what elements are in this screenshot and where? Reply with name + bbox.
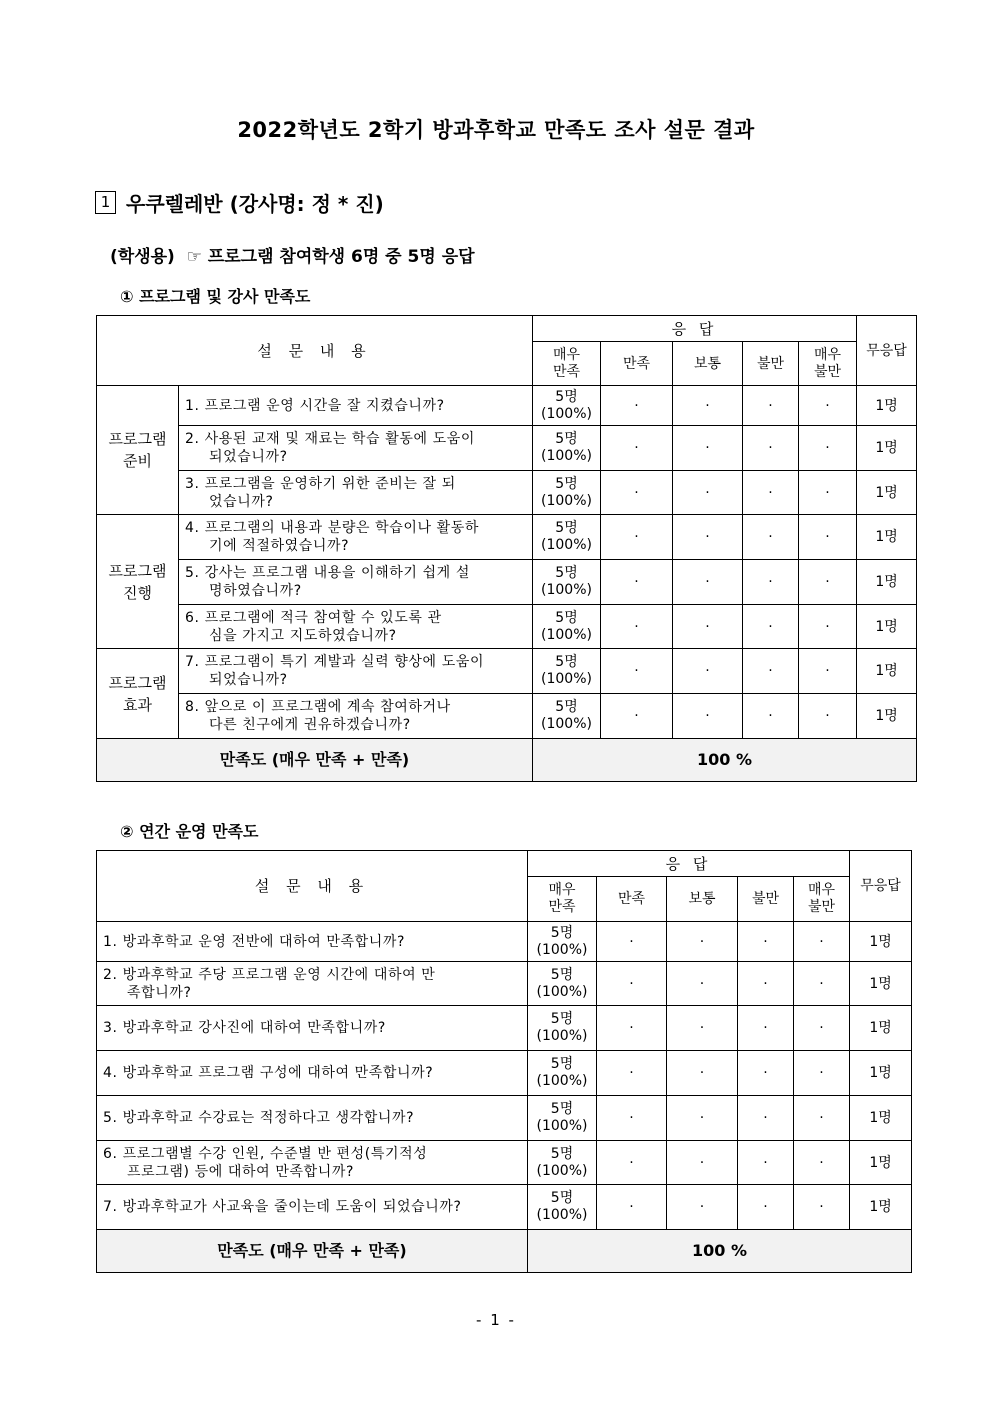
very-satisfied-cell — [533, 471, 601, 515]
header-satisfied: 만족 — [601, 342, 673, 386]
response-count: 5명 — [555, 654, 578, 670]
very-dissatisfied-cell: · — [794, 1185, 850, 1230]
response-percent: (100%) — [536, 941, 588, 958]
very-satisfied-cell — [528, 1141, 597, 1185]
response-percent: (100%) — [541, 582, 592, 598]
response-percent: (100%) — [541, 492, 592, 509]
section-title: 우쿠렐레반 (강사명: 정 * 진) — [126, 192, 384, 216]
very-dissatisfied-cell: · — [799, 694, 857, 739]
very-satisfied-cell — [533, 386, 601, 426]
satisfied-cell: · — [597, 1185, 667, 1230]
category-line-2: 준비 — [123, 452, 152, 470]
response-count: 5명 — [550, 966, 574, 983]
table-row — [97, 560, 917, 605]
very-satisfied-cell — [528, 922, 597, 962]
question-line-1: 2. 방과후학교 주당 프로그램 운영 시간에 대하여 만 — [103, 966, 436, 983]
no-response-cell: 1명 — [857, 515, 917, 560]
satisfied-cell: · — [601, 515, 673, 560]
table-row — [97, 1096, 912, 1141]
table-row — [97, 605, 917, 649]
category-cell — [97, 649, 179, 739]
dissatisfied-cell: · — [738, 1051, 794, 1096]
category-line-2: 효과 — [123, 695, 152, 714]
response-percent: (100%) — [536, 983, 588, 1000]
response-count: 5명 — [550, 1101, 574, 1117]
very-satisfied-cell — [533, 694, 601, 739]
question-line-1: 5. 방과후학교 수강료는 적정하다고 생각합니까? — [103, 1110, 415, 1126]
header-dissatisfied: 불만 — [743, 342, 799, 386]
question-line-1: 6. 프로그램에 적극 참여할 수 있도록 관 — [185, 609, 442, 626]
no-response-cell: 1명 — [857, 426, 917, 471]
very-dissatisfied-cell: · — [799, 386, 857, 426]
question-line-1: 3. 방과후학교 강사진에 대하여 만족합니까? — [103, 1020, 386, 1036]
table-row — [97, 649, 917, 694]
header-satisfied: 만족 — [597, 877, 667, 922]
table-row — [97, 1006, 912, 1051]
very-dissatisfied-cell: · — [794, 962, 850, 1006]
question-line-1: 1. 프로그램 운영 시간을 잘 지켰습니까? — [185, 397, 445, 414]
response-count: 5명 — [550, 1145, 574, 1162]
question-text — [179, 605, 533, 649]
very-dissatisfied-cell: · — [794, 1006, 850, 1051]
satisfied-cell: · — [597, 1096, 667, 1141]
dissatisfied-cell: · — [743, 515, 799, 560]
neutral-cell: · — [673, 426, 743, 471]
dissatisfied-cell: · — [738, 922, 794, 962]
document-title: 2022학년도 2학기 방과후학교 만족도 조사 설문 결과 — [237, 118, 755, 142]
very-dissatisfied-cell: · — [799, 426, 857, 471]
question-line-1: 6. 프로그램별 수강 인원, 수준별 반 편성(특기적성 — [103, 1145, 428, 1162]
dissatisfied-cell: · — [743, 560, 799, 605]
category-line-1: 프로그램 — [108, 430, 167, 448]
table-row — [97, 386, 917, 426]
no-response-cell: 1명 — [850, 1096, 912, 1141]
dissatisfied-cell: · — [743, 426, 799, 471]
question-line-1: 4. 방과후학교 프로그램 구성에 대하여 만족합니까? — [103, 1065, 434, 1081]
question-text — [97, 1096, 528, 1141]
no-response-cell: 1명 — [850, 1185, 912, 1230]
satisfied-cell: · — [601, 560, 673, 605]
dissatisfied-cell: · — [743, 649, 799, 694]
satisfied-cell: · — [597, 1006, 667, 1051]
table-row — [97, 1185, 912, 1230]
question-line-1: 2. 사용된 교재 및 재료는 학습 활동에 도움이 — [185, 431, 476, 447]
category-line-1: 프로그램 — [108, 561, 167, 580]
response-percent: (100%) — [541, 716, 592, 732]
question-line-1: 7. 프로그램이 특기 계발과 실력 향상에 도움이 — [185, 654, 485, 670]
very-dissatisfied-cell: · — [794, 1051, 850, 1096]
dissatisfied-cell: · — [743, 605, 799, 649]
neutral-cell: · — [667, 1185, 738, 1230]
satisfied-cell: · — [601, 605, 673, 649]
very-satisfied-cell — [528, 1096, 597, 1141]
neutral-cell: · — [673, 471, 743, 515]
dissatisfied-cell: · — [743, 386, 799, 426]
table1-subtitle: ① 프로그램 및 강사 만족도 — [120, 287, 311, 306]
header-very-satisfied: 매우 만족 — [533, 342, 601, 386]
no-response-cell: 1명 — [857, 649, 917, 694]
neutral-cell: · — [667, 1006, 738, 1051]
neutral-cell: · — [667, 1096, 738, 1141]
table-row — [97, 471, 917, 515]
response-percent: (100%) — [536, 1118, 588, 1134]
question-text — [97, 922, 528, 962]
response-count: 5명 — [555, 388, 578, 405]
response-percent: (100%) — [536, 1207, 588, 1223]
dissatisfied-cell: · — [738, 1141, 794, 1185]
satisfied-cell: · — [597, 922, 667, 962]
neutral-cell: · — [673, 649, 743, 694]
neutral-cell: · — [667, 1141, 738, 1185]
dissatisfied-cell: · — [738, 1185, 794, 1230]
satisfied-cell: · — [597, 962, 667, 1006]
no-response-cell: 1명 — [850, 1006, 912, 1051]
header-neutral: 보통 — [673, 342, 743, 386]
response-percent: (100%) — [541, 626, 592, 643]
very-dissatisfied-cell: · — [794, 922, 850, 962]
no-response-cell: 1명 — [857, 694, 917, 739]
question-text — [97, 1185, 528, 1230]
response-percent: (100%) — [536, 1162, 588, 1179]
question-text — [179, 560, 533, 605]
summary-row — [97, 1230, 912, 1273]
very-satisfied-cell — [533, 426, 601, 471]
header-no-response: 무응답 — [857, 316, 917, 386]
question-line-2: 다른 친구에게 권유하겠습니까? — [209, 717, 411, 733]
header-no-response: 무응답 — [850, 851, 912, 922]
satisfied-cell: · — [601, 649, 673, 694]
neutral-cell: · — [673, 694, 743, 739]
very-satisfied-cell — [533, 515, 601, 560]
table-row — [97, 922, 912, 962]
response-count: 5명 — [550, 1011, 574, 1027]
page-number: - 1 - — [476, 1311, 516, 1329]
category-cell — [97, 386, 179, 515]
question-line-1: 3. 프로그램을 운영하기 위한 준비는 잘 되 — [185, 475, 456, 492]
no-response-cell: 1명 — [857, 471, 917, 515]
response-percent: (100%) — [541, 537, 592, 553]
question-line-1: 8. 앞으로 이 프로그램에 계속 참여하거나 — [185, 699, 451, 715]
no-response-cell: 1명 — [850, 962, 912, 1006]
category-cell — [97, 515, 179, 649]
summary-value: 100 % — [533, 739, 917, 782]
dissatisfied-cell: · — [738, 1006, 794, 1051]
response-percent: (100%) — [541, 671, 592, 687]
question-text — [179, 694, 533, 739]
neutral-cell: · — [667, 962, 738, 1006]
table-row — [97, 1141, 912, 1185]
response-count: 5명 — [550, 1190, 574, 1206]
question-line-2: 프로그램) 등에 대하여 만족합니까? — [127, 1163, 354, 1180]
header-content: 설 문 내 용 — [97, 851, 528, 922]
response-percent: (100%) — [536, 1028, 588, 1044]
satisfied-cell: · — [601, 386, 673, 426]
no-response-cell: 1명 — [850, 922, 912, 962]
question-line-2: 심을 가지고 지도하였습니까? — [209, 627, 397, 644]
table-row — [97, 426, 917, 471]
very-dissatisfied-cell: · — [799, 605, 857, 649]
very-satisfied-cell — [533, 649, 601, 694]
question-line-2: 었습니까? — [209, 493, 274, 510]
question-line-2: 족합니까? — [127, 984, 192, 1001]
response-count: 5명 — [555, 565, 578, 581]
header-very-satisfied: 매우 만족 — [528, 877, 597, 922]
header-very-dissatisfied: 매우 불만 — [799, 342, 857, 386]
question-text — [179, 515, 533, 560]
satisfied-cell: · — [601, 471, 673, 515]
response-percent: (100%) — [541, 448, 592, 464]
dissatisfied-cell: · — [738, 1096, 794, 1141]
very-dissatisfied-cell: · — [799, 560, 857, 605]
response-count: 5명 — [555, 475, 578, 492]
response-count: 5명 — [550, 1056, 574, 1072]
table-row — [97, 962, 912, 1006]
table-row — [97, 1051, 912, 1096]
summary-value: 100 % — [528, 1230, 912, 1273]
category-line-2: 진행 — [123, 583, 152, 602]
very-dissatisfied-cell: · — [794, 1096, 850, 1141]
no-response-cell: 1명 — [850, 1141, 912, 1185]
neutral-cell: · — [667, 922, 738, 962]
header-dissatisfied: 불만 — [738, 877, 794, 922]
section-number: 1 — [95, 191, 116, 214]
question-line-1: 7. 방과후학교가 사교육을 줄이는데 도움이 되었습니까? — [103, 1199, 462, 1215]
header-neutral: 보통 — [667, 877, 738, 922]
summary-label: 만족도 (매우 만족 + 만족) — [97, 1230, 528, 1273]
satisfied-cell: · — [597, 1141, 667, 1185]
question-text — [97, 962, 528, 1006]
very-satisfied-cell — [533, 560, 601, 605]
response-count: 5명 — [555, 520, 578, 536]
question-text — [97, 1141, 528, 1185]
annual-operation-table — [96, 850, 912, 1273]
question-line-2: 되었습니까? — [209, 449, 288, 465]
very-satisfied-cell — [533, 605, 601, 649]
no-response-cell: 1명 — [850, 1051, 912, 1096]
very-satisfied-cell — [528, 1185, 597, 1230]
response-percent: (100%) — [536, 1073, 588, 1089]
question-text — [97, 1051, 528, 1096]
header-response: 응 답 — [533, 316, 857, 342]
question-line-2: 명하였습니까? — [209, 583, 302, 599]
neutral-cell: · — [667, 1051, 738, 1096]
neutral-cell: · — [673, 386, 743, 426]
satisfied-cell: · — [597, 1051, 667, 1096]
respondent-summary: (학생용) ☞ 프로그램 참여학생 6명 중 5명 응답 — [110, 247, 475, 267]
question-text — [179, 649, 533, 694]
header-content: 설 문 내 용 — [97, 316, 533, 386]
dissatisfied-cell: · — [743, 694, 799, 739]
header-response: 응 답 — [528, 851, 850, 877]
header-very-dissatisfied: 매우 불만 — [794, 877, 850, 922]
very-dissatisfied-cell: · — [799, 471, 857, 515]
question-line-1: 1. 방과후학교 운영 전반에 대하여 만족합니까? — [103, 933, 406, 950]
neutral-cell: · — [673, 605, 743, 649]
summary-label: 만족도 (매우 만족 + 만족) — [97, 739, 533, 782]
very-dissatisfied-cell: · — [799, 649, 857, 694]
response-count: 5명 — [555, 699, 578, 715]
satisfied-cell: · — [601, 694, 673, 739]
very-satisfied-cell — [528, 962, 597, 1006]
response-percent: (100%) — [541, 405, 592, 422]
no-response-cell: 1명 — [857, 386, 917, 426]
satisfied-cell: · — [601, 426, 673, 471]
table-row — [97, 515, 917, 560]
response-count: 5명 — [555, 431, 578, 447]
question-line-2: 기에 적절하였습니까? — [209, 538, 350, 554]
question-text — [179, 471, 533, 515]
program-satisfaction-table — [96, 315, 917, 782]
neutral-cell: · — [673, 515, 743, 560]
summary-row — [97, 739, 917, 782]
neutral-cell: · — [673, 560, 743, 605]
category-line-1: 프로그램 — [108, 673, 167, 692]
response-count: 5명 — [550, 924, 574, 941]
question-line-1: 5. 강사는 프로그램 내용을 이해하기 쉽게 설 — [185, 565, 470, 581]
question-text — [97, 1006, 528, 1051]
section-heading — [95, 188, 384, 217]
very-satisfied-cell — [528, 1051, 597, 1096]
dissatisfied-cell: · — [738, 962, 794, 1006]
dissatisfied-cell: · — [743, 471, 799, 515]
very-satisfied-cell — [528, 1006, 597, 1051]
question-line-2: 되었습니까? — [209, 672, 288, 688]
table-row — [97, 694, 917, 739]
table2-subtitle: ② 연간 운영 만족도 — [120, 822, 259, 841]
very-dissatisfied-cell: · — [799, 515, 857, 560]
very-dissatisfied-cell: · — [794, 1141, 850, 1185]
no-response-cell: 1명 — [857, 560, 917, 605]
response-count: 5명 — [555, 609, 578, 626]
question-text — [179, 386, 533, 426]
question-line-1: 4. 프로그램의 내용과 분량은 학습이나 활동하 — [185, 520, 480, 536]
question-text — [179, 426, 533, 471]
no-response-cell: 1명 — [857, 605, 917, 649]
